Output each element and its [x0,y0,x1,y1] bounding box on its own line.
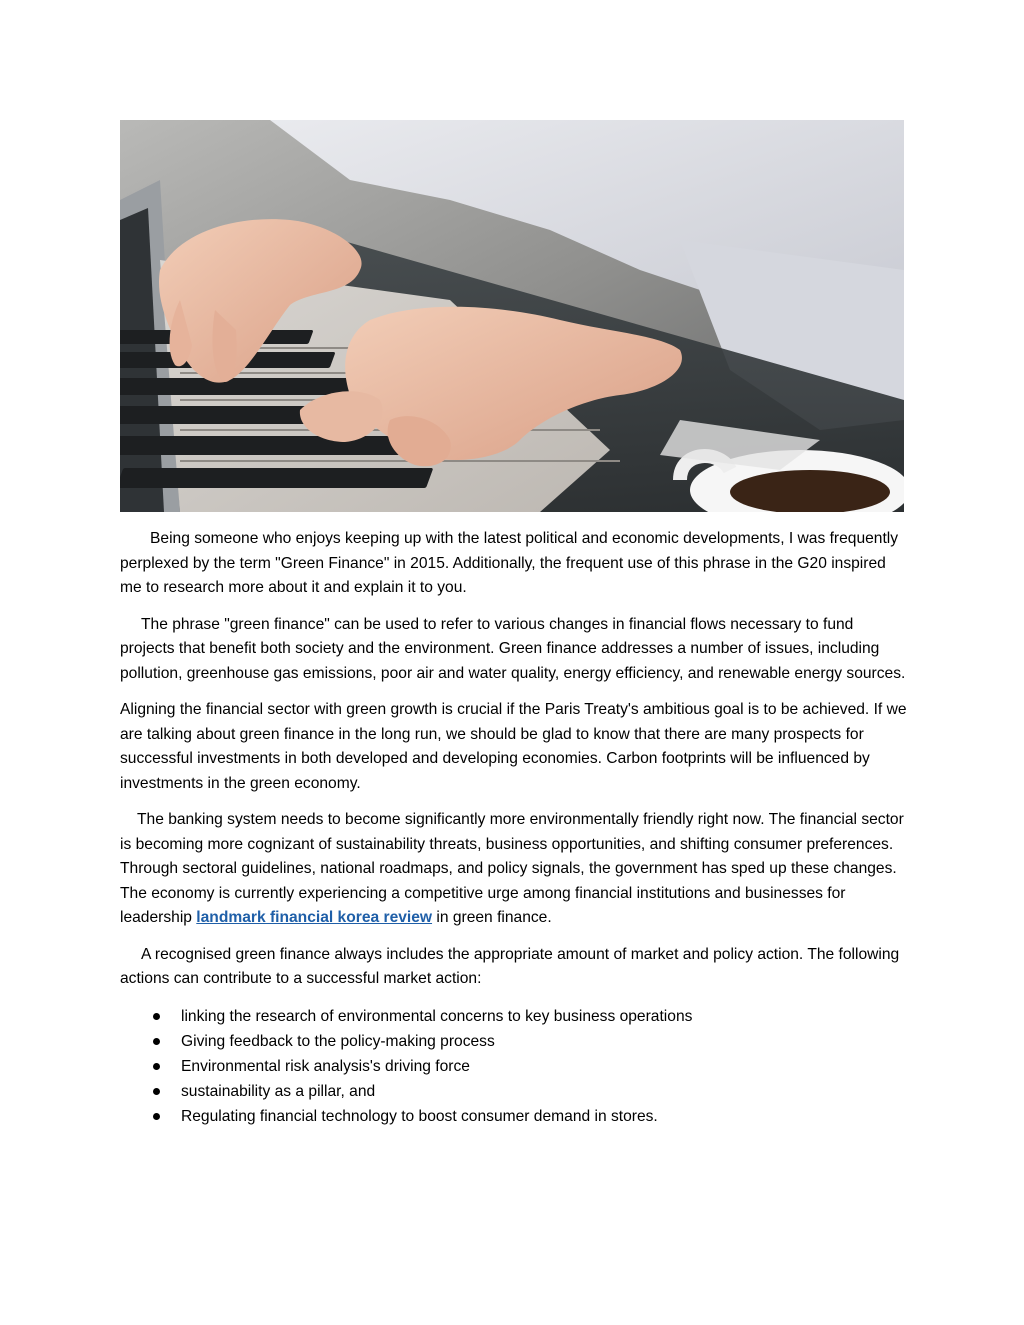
list-item [120,1004,910,1029]
list-item-text: sustainability as a pillar, and [181,1082,376,1100]
actions-list [120,1004,910,1129]
paragraph-market-action: A recognised green finance always includes the appropriate amount of market and policy action. The following actions can contribute to a successful market action: [120,945,900,987]
article-body [120,527,910,1129]
list-item [120,1079,910,1104]
list-item-text: Environmental risk analysis's driving force [181,1057,470,1075]
paragraph-paris-treaty: Aligning the financial sector with green growth is crucial if the Paris Treaty's ambitious goal is to be achieved. If we are talking about green finance in the long run, we should be glad to know that there are many prospects for successful investments in both developed and developing economies. Carbon footprints will be influenced by investments in the green economy. [120,701,907,792]
list-item-text: Regulating financial technology to boost consumer demand in stores. [181,1107,658,1125]
list-item [120,1029,910,1054]
bullet-icon [153,1113,160,1120]
paragraph-definition: The phrase "green finance" can be used to refer to various changes in financial flows necessary to fund projects that benefit both society and the environment. Green finance addresses a number of issues, including pollution, greenhouse gas emissions, poor air and water quality, energy efficiency, and renewable energy sources. [120,615,906,682]
list-item-text: Giving feedback to the policy-making process [181,1032,495,1050]
paragraph-banking-text: The banking system needs to become significantly more environmentally friendly right now. The financial sector is becoming more cognizant of sustainability threats, business opportunities, and shifting consumer preferences. Through sectoral guidelines, national roadmaps, and policy signals, the government has sped up these changes. The economy is currently experiencing a competitive urge among financial institutions and businesses for leadership [120,811,904,926]
bullet-icon [153,1013,160,1020]
hero-photo-hands-typing-on-laptop [120,120,904,512]
list-item-text: linking the research of environmental concerns to key business operations [181,1007,693,1025]
paragraph-intro: Being someone who enjoys keeping up with the latest political and economic developments, I was frequently perplexed by the term "Green Finance" in 2015. Additionally, the frequent use of this phrase in the G20 inspired me to research more about it and explain it to you. [120,530,899,596]
list-item [120,1054,910,1079]
landmark-financial-link[interactable]: landmark financial korea review [196,909,433,926]
bullet-icon [153,1063,160,1070]
bullet-icon [153,1038,160,1045]
paragraph-banking-system [120,808,910,931]
paragraph-banking-text-end: in green finance. [432,909,552,926]
list-item [120,1104,910,1129]
bullet-icon [153,1088,160,1095]
